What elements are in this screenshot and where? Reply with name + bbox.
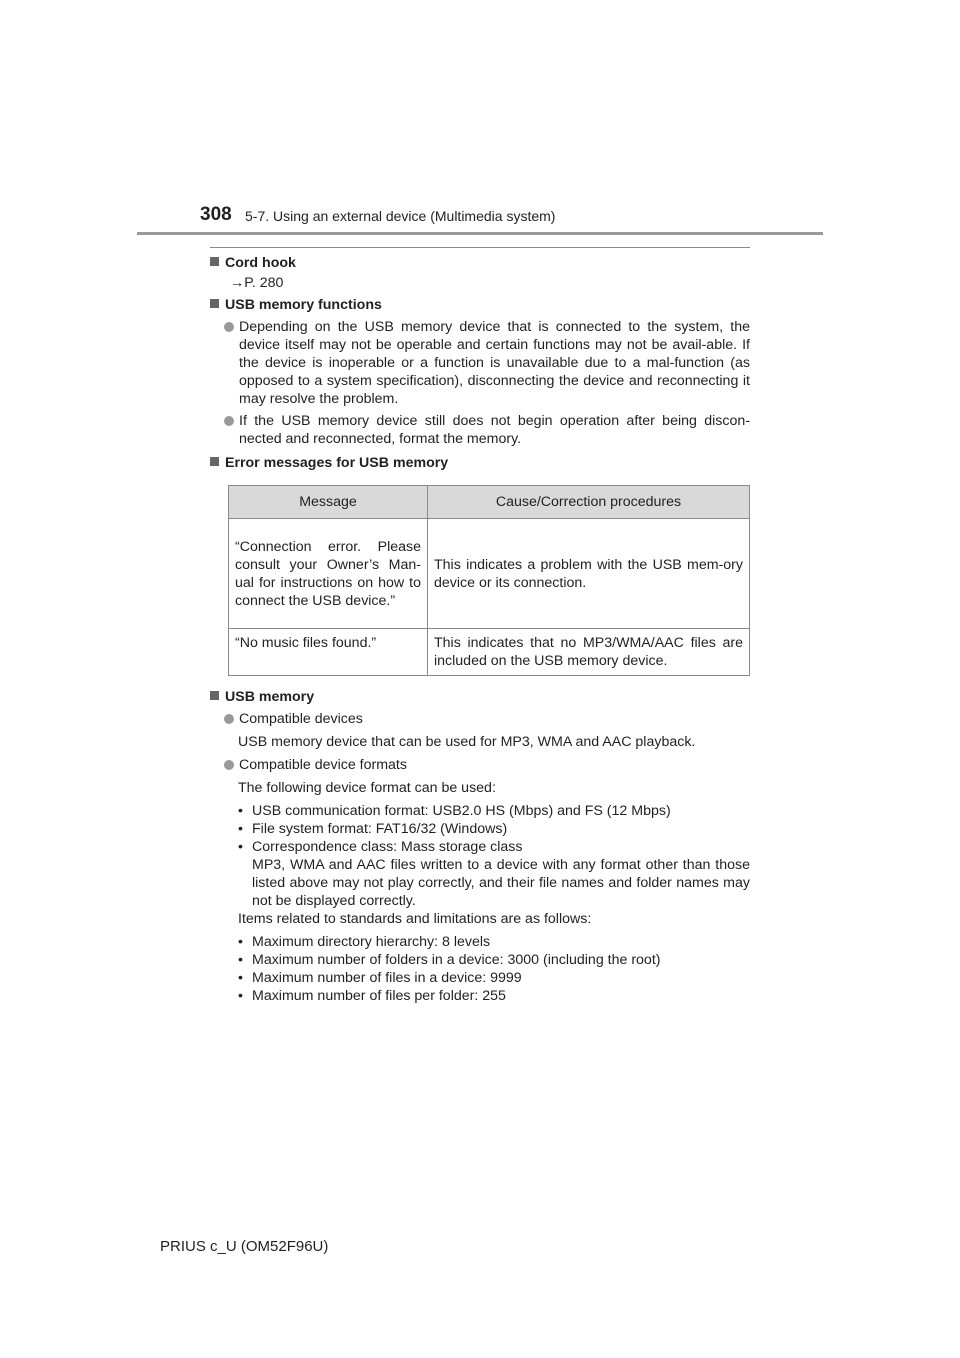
- square-bullet-icon: [210, 691, 219, 700]
- usb-memory-heading: USB memory: [210, 688, 750, 706]
- cord-hook-reference: →P. 280: [230, 275, 284, 291]
- page-number: 308: [200, 204, 232, 225]
- column-header-cause: Cause/Correction procedures: [428, 486, 750, 519]
- list-item: Compatible devices: [210, 710, 750, 728]
- table-row: [229, 629, 750, 676]
- cord-hook-heading: Cord hook: [210, 254, 750, 272]
- list-item: • File system format: FAT16/32 (Windows): [238, 821, 508, 837]
- list-item: • Correspondence class: Mass storage class: [238, 839, 523, 855]
- formats-intro: The following device format can be used:: [238, 780, 496, 796]
- list-item: Depending on the USB memory device that is connected to the system, the device itself may not be operable and certain functions may not be avail-able. If the device is inoperable or a function is unavailable due to a mal-function (as opposed to a system specification), disconnecting the device and reconnecting it may resolve the problem.: [210, 318, 750, 408]
- page-header: [0, 0, 960, 240]
- round-bullet-icon: [224, 416, 234, 426]
- table-row: [229, 519, 750, 629]
- list-item: Compatible device formats: [210, 756, 750, 774]
- table-header-row: [229, 486, 750, 519]
- round-bullet-icon: [224, 714, 234, 724]
- header-divider: [137, 232, 823, 235]
- round-bullet-icon: [224, 760, 234, 770]
- usb-functions-heading: USB memory functions: [210, 296, 750, 314]
- footer-model: PRIUS c_U (OM52F96U): [160, 1238, 329, 1255]
- formats-list: [210, 802, 750, 910]
- list-item: • USB communication format: USB2.0 HS (Mbps) and FS (12 Mbps): [238, 803, 671, 819]
- message-cell: “Connection error. Please consult your Owner’s Man-ual for instructions on how to connect the USB device.”: [229, 519, 428, 629]
- list-item: • Maximum number of files per folder: 255: [238, 988, 506, 1004]
- square-bullet-icon: [210, 457, 219, 466]
- square-bullet-icon: [210, 299, 219, 308]
- list-item: • Maximum number of files in a device: 9999: [238, 970, 522, 986]
- error-messages-table: [228, 485, 750, 676]
- list-item: • Maximum directory hierarchy: 8 levels: [238, 934, 491, 950]
- message-cell: “No music files found.”: [229, 629, 428, 676]
- list-item: • Maximum number of folders in a device: 3000 (including the root): [238, 952, 661, 968]
- column-header-message: Message: [229, 486, 428, 519]
- cause-cell: This indicates a problem with the USB mem-ory device or its connection.: [428, 519, 750, 629]
- error-messages-heading: Error messages for USB memory: [210, 454, 750, 472]
- compatible-devices-text: USB memory device that can be used for MP3, WMA and AAC playback.: [238, 734, 696, 750]
- limits-intro: Items related to standards and limitations are as follows:: [238, 911, 592, 927]
- round-bullet-icon: [224, 322, 234, 332]
- limits-list: [210, 933, 750, 1005]
- cause-cell: This indicates that no MP3/WMA/AAC files are included on the USB memory device.: [428, 629, 750, 676]
- section-title: 5-7. Using an external device (Multimedia system): [245, 208, 556, 224]
- list-item: If the USB memory device still does not begin operation after being discon-nected and reconnected, format the memory.: [210, 412, 750, 448]
- page-content: [210, 254, 750, 1005]
- square-bullet-icon: [210, 257, 219, 266]
- formats-note: MP3, WMA and AAC files written to a device with any format other than those listed above may not play correctly, and their file names and folder names may not be displayed correctly.: [252, 857, 750, 909]
- content-divider: [210, 247, 750, 248]
